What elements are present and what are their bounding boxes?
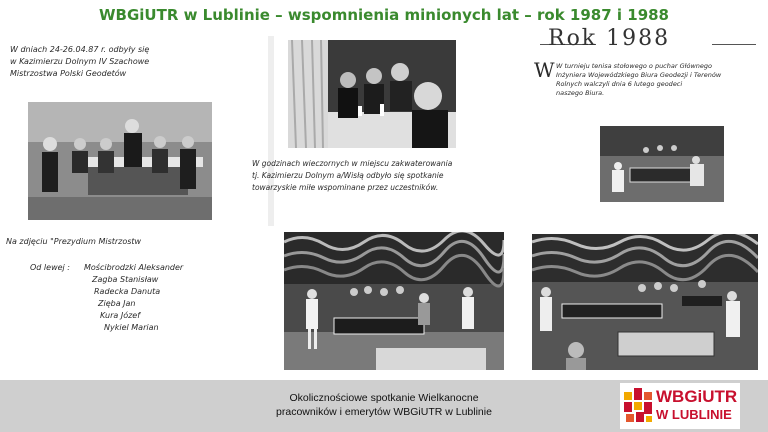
photo-table-tennis-hall-1 bbox=[284, 232, 504, 370]
footer-line-2: pracowników i emerytów WBGiUTR w Lublinie bbox=[276, 406, 492, 418]
list-item: Zagba Stanisław bbox=[92, 275, 159, 284]
names-list bbox=[84, 262, 183, 334]
evening-caption: W godzinach wieczornych w miejscu zakwaterowania tj. Kazimierzu Dolnym a/Wisłą odbyło się spotkanie towarzyskie miłe wspominane przez uczestników. bbox=[252, 159, 453, 192]
logo-line-2: W LUBLINIE bbox=[656, 407, 732, 422]
photo-caption: Na zdjęciu "Prezydium Mistrzostw bbox=[6, 237, 142, 246]
photo-evening-meeting bbox=[288, 40, 456, 148]
page-title: WBGiUTR w Lublinie – wspomnienia minionych lat – rok 1987 i 1988 bbox=[98, 6, 669, 24]
footer-line-1: Okolicznościowe spotkanie Wielkanocne bbox=[289, 392, 479, 404]
divider bbox=[712, 44, 756, 45]
year-heading: Rok 1988 bbox=[548, 26, 671, 51]
photo-table-tennis-hall-2 bbox=[532, 234, 758, 370]
list-item: Mościbrodzki Aleksander bbox=[84, 263, 184, 272]
list-item: Kura Józef bbox=[100, 311, 141, 320]
wbgiutr-logo bbox=[620, 383, 740, 429]
album-page-left bbox=[0, 36, 270, 376]
initial-letter-decoration: W bbox=[534, 58, 555, 82]
list-item: Zięba Jan bbox=[98, 299, 136, 308]
album-page-middle bbox=[252, 36, 526, 226]
album-spine bbox=[268, 36, 274, 226]
event-caption: W dniach 24-26.04.87 r. odbyły się w Kazimierzu Dolnym IV Szachowe Mistrzostwa Polski Geodetów bbox=[10, 45, 150, 78]
photo-presidium bbox=[28, 102, 212, 220]
list-item: Nykiel Marian bbox=[104, 323, 159, 332]
table-tennis-caption: W turnieju tenisa stołowego o puchar Głównego Inżyniera Wojewódzkiego Biura Geodezji i Terenów Rolnych walczyli dnia 6 lutego geodeci naszego Biura. bbox=[556, 62, 722, 97]
logo-line-1: WBGiUTR bbox=[656, 387, 738, 406]
list-item: Radecka Danuta bbox=[94, 287, 161, 296]
names-intro: Od lewej : bbox=[30, 263, 70, 272]
photo-table-tennis-small bbox=[600, 126, 724, 202]
logo-emblem-icon bbox=[622, 386, 656, 426]
